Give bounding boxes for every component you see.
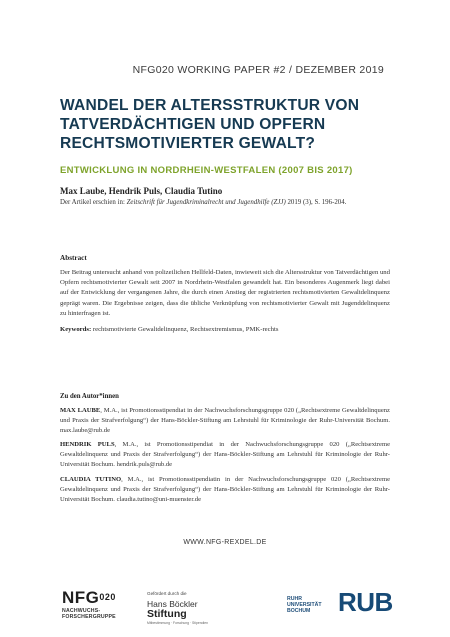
abstract-body: Der Beitrag untersucht anhand von polizeilichen Hellfeld-Daten, inwieweit sich die Altersstruktur von Tatverdächtigen und Opfern rechtsmotivierter Gewalt seit 2007 in Nordrhein-Westfalen gewandelt hat. Ein besonderes Augenmerk liegt dabei auf der Entwicklung der vergangenen Jahre, die durch einen Anstieg der registrierten rechtsmotivierten Gewaltdelinquenz geprägt waren. Die Ergebnisse zeigen, dass die übliche Verknüpfung von rechtsmotivierter Gewalt mit Jugenddelinquenz zu hinterfragen ist. xyxy=(60,269,390,317)
funded-by-label: Gefördert durch die xyxy=(147,591,187,596)
keywords-list: rechtsmotivierte Gewaltdelinquenz, Rechtsextremismus, PMK-rechts xyxy=(91,326,279,333)
paper-title: WANDEL DER ALTERSSTRUKTUR VON TATVERDÄCHTIGEN UND OPFERN RECHTSMOTIVIERTER GEWALT? xyxy=(60,97,360,152)
rub-line-3: BOCHUM xyxy=(287,608,311,614)
bio-text: , M.A., ist Promotionsstipendiat in der Nachwuchsforschungsgruppe 020 („Rechtsextreme Gewaltdelinquenz und Praxis der Strafverfolgung“) der Hans-Böckler-Stiftung am Lehrstuhl für Kriminologie der Ruhr-Universität Bochum. max.laube@rub.de xyxy=(60,407,390,435)
rub-line-2: UNIVERSITÄT xyxy=(287,602,322,608)
hans-boeckler-logo xyxy=(147,600,208,625)
nfg-sub-line-1: NACHWUCHS- xyxy=(62,608,101,614)
publication-journal: Zeitschrift für Jugendkriminalrecht und Jugendhilfe (ZJJ) xyxy=(126,199,286,206)
hbs-hans: Hans Böckler xyxy=(147,599,198,609)
author-list: Max Laube, Hendrik Puls, Claudia Tutino xyxy=(60,186,223,196)
publication-prefix: Der Artikel erschien in: xyxy=(60,199,127,206)
authors-heading: Zu den Autor*innen xyxy=(60,393,119,400)
nfg-number: 020 xyxy=(99,592,116,602)
hbs-stiftung: Stiftung xyxy=(147,608,187,620)
bio-hendrik-puls xyxy=(60,440,390,471)
bio-name: HENDRIK PULS xyxy=(60,441,115,448)
bio-text: , M.A., ist Promotionsstipendiat in der Nachwuchsforschungsgruppe 020 („Rechtsextreme Gewaltdelinquenz und Praxis der Strafverfolgung“) der Hans-Böckler-Stiftung am Lehrstuhl für Kriminologie der Ruhr-Universität Bochum. hendrik.puls@rub.de xyxy=(60,441,390,469)
bio-text: , M.A., ist Promotionsstipendiatin in der Nachwuchsforschungsgruppe 020 („Rechtsextreme Gewaltdelinquenz und Praxis der Strafverfolgung“) der Hans-Böckler-Stiftung am Lehrstuhl für Kriminologie der Ruhr-Universität Bochum. claudia.tutino@uni-muenster.de xyxy=(60,476,391,504)
keywords-label: Keywords: xyxy=(60,326,92,333)
website-link[interactable]: WWW.NFG-REXDEL.DE xyxy=(183,539,267,546)
nfg-letters: NFG xyxy=(62,588,100,607)
bio-max-laube xyxy=(60,406,390,437)
rub-line-1: RUHR xyxy=(287,596,302,602)
bio-claudia-tutino xyxy=(60,475,390,506)
nfg-logo xyxy=(62,589,116,620)
rub-wordmark xyxy=(287,596,322,614)
publication-note xyxy=(60,199,400,206)
series-header: NFG020 WORKING PAPER #2 / DEZEMBER 2019 xyxy=(132,64,384,76)
nfg-sub-line-2: FORSCHERGRUPPE xyxy=(62,614,116,620)
keywords xyxy=(60,326,390,333)
abstract-heading: Abstract xyxy=(60,254,87,262)
bio-name: CLAUDIA TUTINO xyxy=(60,476,122,483)
bio-name: MAX LAUBE xyxy=(60,407,101,414)
paper-subtitle: ENTWICKLUNG IN NORDRHEIN-WESTFALEN (2007 BIS 2017) xyxy=(60,165,353,176)
publication-suffix: 2019 (3), S. 196-204. xyxy=(285,199,347,206)
rub-logo: RUB xyxy=(338,587,393,617)
hbs-tagline: Mitbestimmung · Forschung · Stipendien xyxy=(147,621,209,625)
